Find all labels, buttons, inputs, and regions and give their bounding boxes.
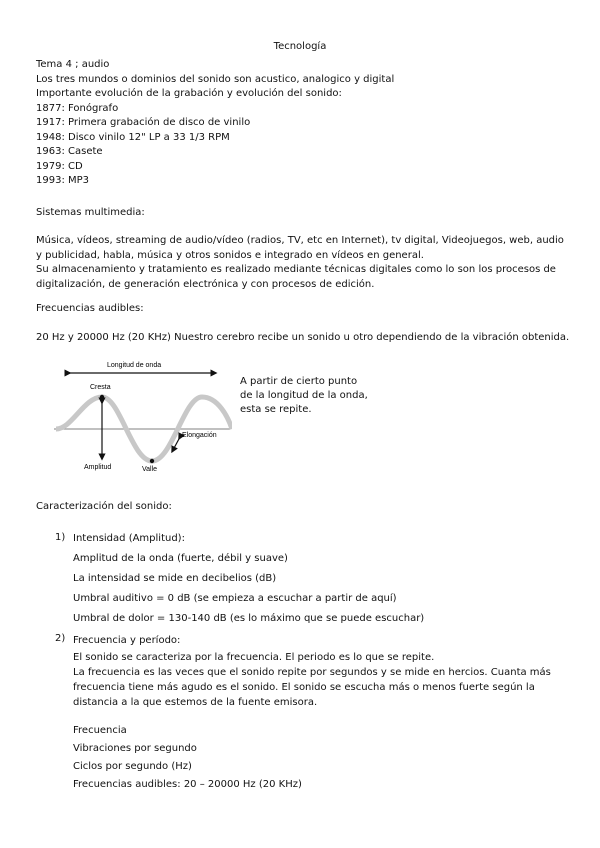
evolution-heading: Importante evolución de la grabación y evolución del sonido: bbox=[36, 88, 342, 99]
frequencies-text: 20 Hz y 20000 Hz (20 KHz) Nuestro cerebro recibe un sonido u otro dependiendo de la vibración obtenida. bbox=[36, 332, 570, 343]
item-title: Frecuencia y período: bbox=[73, 635, 181, 646]
frequency-para-1: El sonido se caracteriza por la frecuencia. El periodo es lo que se repite. bbox=[73, 652, 435, 663]
item-line: Amplitud de la onda (fuerte, débil y suave) bbox=[73, 553, 288, 564]
item-line: La intensidad se mide en decibelios (dB) bbox=[73, 573, 277, 584]
topic-line: Tema 4 ; audio bbox=[36, 59, 110, 70]
wavelength-label: Longitud de onda bbox=[107, 362, 162, 369]
frequency-details bbox=[73, 722, 573, 794]
item-line: Vibraciones por segundo bbox=[73, 743, 197, 754]
multimedia-heading: Sistemas multimedia: bbox=[36, 207, 145, 218]
worlds-line: Los tres mundos o dominios del sonido son acustico, analogico y digital bbox=[36, 73, 395, 85]
crest-label: Cresta bbox=[90, 384, 111, 391]
frequency-explanation bbox=[73, 650, 573, 710]
item-body bbox=[73, 532, 424, 632]
trough-label: Valle bbox=[142, 466, 158, 473]
item-body bbox=[73, 633, 573, 794]
timeline-item: 1917: Primera grabación de disco de vinilo bbox=[36, 117, 251, 128]
characterization-item-intensity bbox=[55, 532, 575, 622]
elongation-label: Elongación bbox=[182, 432, 217, 439]
item-title: Intensidad (Amplitud): bbox=[73, 533, 185, 544]
characterization-item-frequency bbox=[55, 633, 575, 793]
timeline-item: 1979: CD bbox=[36, 160, 83, 172]
item-line: Umbral de dolor = 130-140 dB (es lo máximo que se puede escuchar) bbox=[73, 613, 425, 624]
multimedia-text-2: Su almacenamiento y tratamiento es realizado mediante técnicas digitales como lo son los procesos de digitalización, de generación electrónica y con procesos de edición. bbox=[36, 264, 556, 290]
item-number: 1) bbox=[55, 532, 66, 543]
intro-section bbox=[36, 58, 566, 189]
item-number: 2) bbox=[55, 633, 66, 644]
item-line: Frecuencia bbox=[73, 725, 127, 736]
page-title: Tecnología bbox=[273, 41, 327, 52]
amplitude-label: Amplitud bbox=[84, 464, 112, 471]
multimedia-text-1: Música, vídeos, streaming de audio/vídeo (radios, TV, etc en Internet), tv digital, Videojuegos, web, audio y publicidad, habla, música y otros sonidos e integrado en vídeos en general. bbox=[36, 235, 564, 261]
crest-point bbox=[100, 395, 104, 399]
timeline-item: 1963: Casete bbox=[36, 146, 103, 157]
timeline-item: 1877: Fonógrafo bbox=[36, 102, 119, 114]
multimedia-paragraph bbox=[36, 234, 566, 292]
wave-diagram bbox=[52, 357, 232, 475]
frequencies-heading: Frecuencias audibles: bbox=[36, 303, 144, 314]
item-line: Ciclos por segundo (Hz) bbox=[73, 761, 192, 772]
item-line: Frecuencias audibles: 20 – 20000 Hz (20 KHz) bbox=[73, 779, 302, 790]
trough-point bbox=[150, 459, 154, 463]
wave-side-note: A partir de cierto punto de la longitud de la onda, esta se repite. bbox=[240, 376, 368, 415]
timeline-item: 1948: Disco vinilo 12" LP a 33 1/3 RPM bbox=[36, 131, 230, 143]
characterization-heading: Caracterización del sonido: bbox=[36, 501, 172, 512]
frequency-para-2: La frecuencia es las veces que el sonido repite por segundos y se mide en hercios. Cuanta más frecuencia tiene más agudo es el sonido. El sonido se escucha más o menos fuerte según la distancia a la que estemos de la fuente emisora. bbox=[73, 667, 551, 708]
item-line: Umbral auditivo = 0 dB (se empieza a escuchar a partir de aquí) bbox=[73, 593, 397, 604]
timeline-item: 1993: MP3 bbox=[36, 175, 90, 186]
